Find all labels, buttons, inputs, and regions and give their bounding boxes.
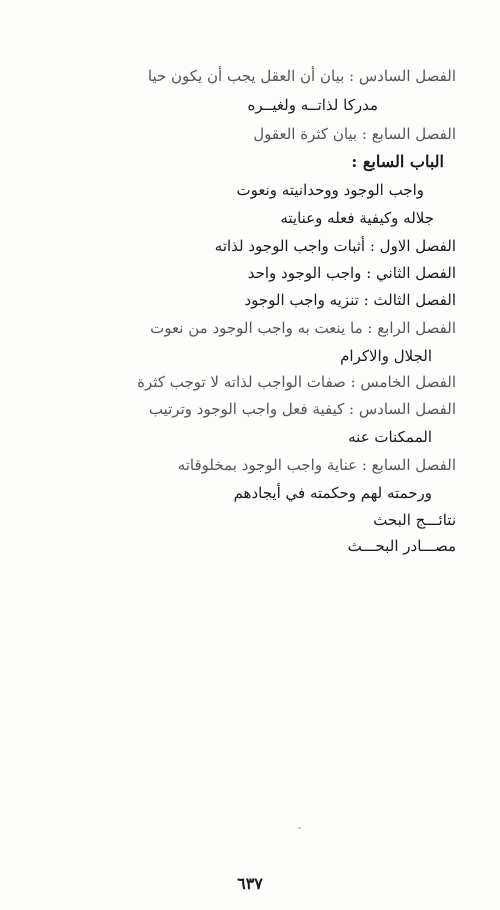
toc-entry-section1: الفصل الاول : أثبات واجب الوجود لذاته (214, 237, 456, 255)
toc-entry-continuation: مدركا لذاتــه ولغيــره (247, 96, 378, 114)
toc-entry-section2: الفصل الثاني : واجب الوجود واحد (247, 264, 456, 282)
page-number: ٦٣٧ (237, 874, 263, 893)
toc-entry-section4-continuation: الجلال والاكرام (340, 347, 432, 365)
toc-entry-section3: الفصل الثالث : تنزيه واجب الوجود (244, 291, 456, 309)
toc-entry-section6-continuation: الممكنات عنه (348, 428, 432, 446)
chapter-subtitle-line-1: واجب الوجود ووحدانيته ونعوت (236, 181, 424, 199)
scan-speck (298, 827, 301, 829)
toc-entry-section5: الفصل الخامس : صفات الواجب لذاته لا توجب كثرة (137, 373, 456, 391)
toc-entry-section4: الفصل الرابع : ما ينعت به واجب الوجود من نعوت (150, 319, 456, 337)
toc-entry-section7: الفصل السابع : عناية واجب الوجود بمخلوقاته (177, 456, 456, 474)
toc-entry-results: نتائـــج البحث (373, 511, 456, 529)
toc-entry-section6: الفصل السادس : كيفية فعل واجب الوجود وترتيب (148, 400, 456, 418)
toc-entry-chapter6-section6: الفصل السادس : بيان أن العقل يجب أن يكون حيا (147, 67, 456, 85)
toc-entry-chapter6-section7: الفصل السابع : بيان كثرة العقول (253, 125, 456, 143)
chapter-subtitle-line-2: جلاله وكيفية فعله وعنايته (280, 209, 434, 227)
toc-entry-sources: مصـــادر البحـــث (347, 537, 456, 555)
toc-entry-section7-continuation: ورحمته لهم وحكمته في أيجادهم (233, 484, 432, 502)
chapter-heading: الباب السابع : (351, 152, 444, 171)
